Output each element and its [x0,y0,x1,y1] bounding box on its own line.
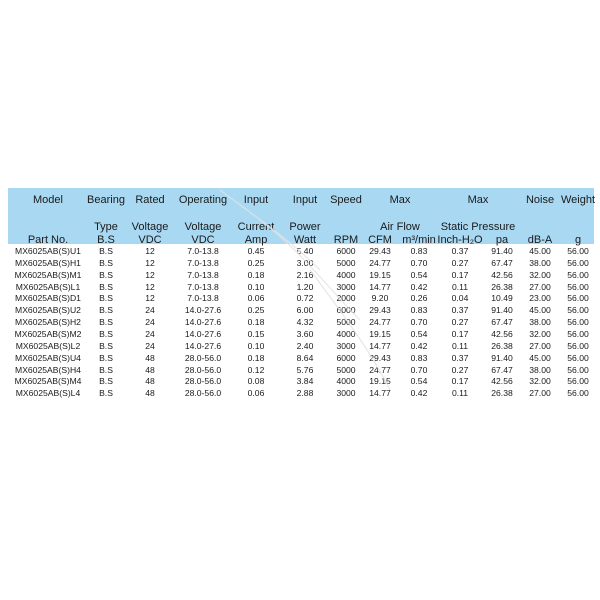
table-cell: 48 [145,352,155,363]
table-cell: MX6025AB(S)H1 [15,257,81,268]
table-cell: 24 [145,317,155,328]
table-cell: 3.84 [296,376,314,387]
table-cell: 3.60 [296,328,314,339]
table-cell: 56.00 [567,293,589,304]
table-cell: 0.10 [247,340,265,351]
table-cell: 67.47 [491,364,513,375]
table-cell: 19.15 [369,328,391,339]
table-cell: 0.08 [247,376,265,387]
header-m3min: m³/min [402,234,436,246]
table-cell: 6000 [336,246,356,256]
table-cell: 10.49 [491,293,513,304]
table-cell: 27.00 [529,340,551,351]
table-cell: 24 [145,340,155,351]
table-cell: 4000 [336,269,356,280]
table-cell: 2.88 [296,388,314,399]
table-cell: 8.64 [296,352,314,363]
table-cell: 4000 [336,328,356,339]
table-cell: 2.16 [296,269,314,280]
table-cell: 9.20 [371,293,389,304]
table-cell: 56.00 [567,317,589,328]
table-cell: 0.83 [410,352,428,363]
table-row [8,352,594,364]
table-cell: 45.00 [529,352,551,363]
table-cell: MX6025AB(S)H4 [15,364,81,375]
header-weight: Weight [560,194,596,206]
table-cell: 0.25 [247,257,265,268]
table-cell: 28.0-56.0 [184,352,222,363]
table-cell: B.S [99,305,113,316]
table-cell: 0.26 [410,293,428,304]
table-cell: 0.18 [247,269,265,280]
table-cell: 4000 [336,376,356,387]
table-cell: 0.54 [410,328,428,339]
table-cell: 0.06 [247,293,265,304]
table-row [8,292,594,304]
table-cell: 26.38 [491,281,513,292]
table-row [8,340,594,352]
table-cell: 0.42 [410,388,428,399]
table-header [8,188,594,244]
table-cell: 3000 [336,388,356,399]
table-cell: 1.20 [296,281,314,292]
table-cell: 67.47 [491,317,513,328]
table-cell: 29.43 [369,305,391,316]
table-cell: 32.00 [529,376,551,387]
table-cell: 56.00 [567,352,589,363]
table-row [8,328,594,340]
table-cell: 3000 [336,340,356,351]
table-cell: 56.00 [567,281,589,292]
table-cell: 56.00 [567,246,589,256]
table-cell: 28.0-56.0 [184,376,222,387]
header-inch-h2o: Inch-H₂O [437,234,483,246]
table-cell: 0.18 [247,317,265,328]
table-cell: B.S [99,246,113,256]
table-cell: 7.0-13.8 [187,246,219,256]
table-cell: 38.00 [529,257,551,268]
table-cell: 24.77 [369,364,391,375]
table-cell: 0.72 [296,293,314,304]
table-cell: 48 [145,376,155,387]
table-cell: 48 [145,364,155,375]
header-amp: Amp [244,234,268,246]
table-cell: 0.04 [451,293,469,304]
header-static-pressure: Static Pressure [440,221,516,233]
table-cell: MX6025AB(S)L4 [15,388,81,399]
table-cell: B.S [99,269,113,280]
table-cell: 0.54 [410,269,428,280]
table-row [8,269,594,281]
table-cell: 5000 [336,364,356,375]
table-cell: 7.0-13.8 [187,269,219,280]
table-cell: 91.40 [491,352,513,363]
table-cell: MX6025AB(S)M2 [14,328,82,339]
header-model: Model [33,194,63,206]
table-cell: 38.00 [529,317,551,328]
table-cell: 0.27 [451,317,469,328]
header-noise: Noise [525,194,555,206]
table-cell: 28.0-56.0 [184,388,222,399]
table-cell: 5.40 [296,246,314,256]
header-operating: Operating [178,194,228,206]
header-power: Power [289,221,321,233]
table-cell: MX6025AB(S)U4 [15,352,81,363]
table-cell: 0.37 [451,246,469,256]
header-part-no: Part No. [27,234,69,246]
header-bearing: Bearing [87,194,125,206]
table-cell: 0.17 [451,328,469,339]
header-cfm: CFM [368,234,392,246]
table-cell: 7.0-13.8 [187,293,219,304]
table-cell: 38.00 [529,364,551,375]
table-cell: 0.83 [410,305,428,316]
table-cell: 0.27 [451,257,469,268]
table-cell: 27.00 [529,388,551,399]
table-cell: 12 [145,293,155,304]
table-cell: 0.45 [247,246,265,256]
table-cell: 19.15 [369,269,391,280]
header-rpm: RPM [333,234,359,246]
table-cell: 27.00 [529,281,551,292]
table-cell: 0.70 [410,364,428,375]
table-cell: 5.76 [296,364,314,375]
table-cell: 0.18 [247,352,265,363]
header-speed: Speed [330,194,362,206]
table-cell: B.S [99,281,113,292]
table-cell: 56.00 [567,376,589,387]
table-cell: 0.54 [410,376,428,387]
header-voltage-rated: Voltage [131,221,169,233]
table-cell: 2.40 [296,340,314,351]
header-vdc-rated: VDC [138,234,162,246]
table-cell: 56.00 [567,388,589,399]
table-cell: 29.43 [369,352,391,363]
table-cell: 56.00 [567,340,589,351]
table-row [8,304,594,316]
table-cell: 12 [145,269,155,280]
table-cell: 23.00 [529,293,551,304]
table-cell: 42.56 [491,269,513,280]
header-dba: dB-A [527,234,553,246]
table-cell: B.S [99,376,113,387]
table-cell: 32.00 [529,328,551,339]
table-cell: 45.00 [529,305,551,316]
table-cell: MX6025AB(S)H2 [15,317,81,328]
table-cell: 14.77 [369,340,391,351]
table-cell: 0.15 [247,328,265,339]
table-cell: 56.00 [567,257,589,268]
table-cell: 0.42 [410,340,428,351]
table-cell: B.S [99,293,113,304]
table-cell: 24 [145,328,155,339]
table-cell: 0.70 [410,317,428,328]
table-row [8,364,594,376]
table-cell: 42.56 [491,376,513,387]
table-cell: 91.40 [491,246,513,256]
table-cell: B.S [99,257,113,268]
table-cell: MX6025AB(S)D1 [15,293,81,304]
table-cell: 3000 [336,281,356,292]
table-cell: 24.77 [369,317,391,328]
table-cell: MX6025AB(S)U2 [15,305,81,316]
table-cell: 48 [145,388,155,399]
table-cell: 14.0-27.6 [184,328,222,339]
table-cell: MX6025AB(S)L1 [15,281,81,292]
header-input-power: Input [292,194,318,206]
table-cell: B.S [99,352,113,363]
table-cell: 0.17 [451,376,469,387]
table-row [8,375,594,387]
table-cell: 4.32 [296,317,314,328]
table-row [8,257,594,269]
table-cell: 0.11 [451,388,469,399]
table-cell: 0.27 [451,364,469,375]
table-cell: 0.17 [451,269,469,280]
table-cell: 0.25 [247,305,265,316]
table-row [8,245,594,257]
table-cell: 0.70 [410,257,428,268]
table-cell: 12 [145,257,155,268]
table-cell: 5000 [336,257,356,268]
table-cell: 14.77 [369,388,391,399]
table-cell: 14.0-27.6 [184,340,222,351]
table-row [8,281,594,293]
table-cell: 45.00 [529,246,551,256]
table-cell: 5000 [336,317,356,328]
table-cell: B.S [99,340,113,351]
table-cell: 6000 [336,352,356,363]
table-cell: 56.00 [567,328,589,339]
table-cell: 7.0-13.8 [187,281,219,292]
table-cell: 0.12 [247,364,265,375]
table-cell: 0.10 [247,281,265,292]
table-cell: MX6025AB(S)M4 [14,376,82,387]
table-cell: 0.11 [451,281,469,292]
table-cell: B.S [99,328,113,339]
table-cell: 42.56 [491,328,513,339]
table-cell: 12 [145,246,155,256]
table-cell: 6.00 [296,305,314,316]
table-cell: 0.11 [451,340,469,351]
table-cell: 26.38 [491,340,513,351]
table-cell: MX6025AB(S)L2 [15,340,81,351]
table-cell: 24.77 [369,257,391,268]
table-cell: 32.00 [529,269,551,280]
table-cell: 14.0-27.6 [184,305,222,316]
header-bs: B.S [97,234,115,246]
header-air-flow: Air Flow [380,221,420,233]
header-watt: Watt [293,234,317,246]
table-cell: 67.47 [491,257,513,268]
table-cell: 2000 [336,293,356,304]
table-cell: 14.0-27.6 [184,317,222,328]
table-cell: 28.0-56.0 [184,364,222,375]
table-row [8,316,594,328]
header-max-pressure: Max [467,194,489,206]
table-cell: 56.00 [567,305,589,316]
table-cell: 0.42 [410,281,428,292]
header-type: Type [94,221,118,233]
table-cell: 29.43 [369,246,391,256]
table-cell: 3.00 [296,257,314,268]
table-cell: MX6025AB(S)U1 [15,246,81,256]
table-cell: B.S [99,388,113,399]
table-cell: B.S [99,317,113,328]
header-current: Current [237,221,275,233]
header-voltage-operating: Voltage [184,221,222,233]
header-rated: Rated [135,194,165,206]
table-cell: B.S [99,364,113,375]
table-cell: MX6025AB(S)M1 [14,269,82,280]
header-input-current: Input [243,194,269,206]
table-cell: 14.77 [369,281,391,292]
table-cell: 7.0-13.8 [187,257,219,268]
header-max-airflow: Max [389,194,411,206]
table-row [8,387,594,399]
header-g: g [574,234,582,246]
table-cell: 12 [145,281,155,292]
table-cell: 91.40 [491,305,513,316]
table-cell: 0.37 [451,352,469,363]
table-cell: 6000 [336,305,356,316]
table-cell: 0.83 [410,246,428,256]
table-cell: 26.38 [491,388,513,399]
header-vdc-operating: VDC [191,234,215,246]
header-pa: pa [495,234,509,246]
table-cell: 56.00 [567,269,589,280]
table-cell: 0.37 [451,305,469,316]
table-cell: 24 [145,305,155,316]
table-cell: 0.06 [247,388,265,399]
table-cell: 19.15 [369,376,391,387]
table-cell: 56.00 [567,364,589,375]
